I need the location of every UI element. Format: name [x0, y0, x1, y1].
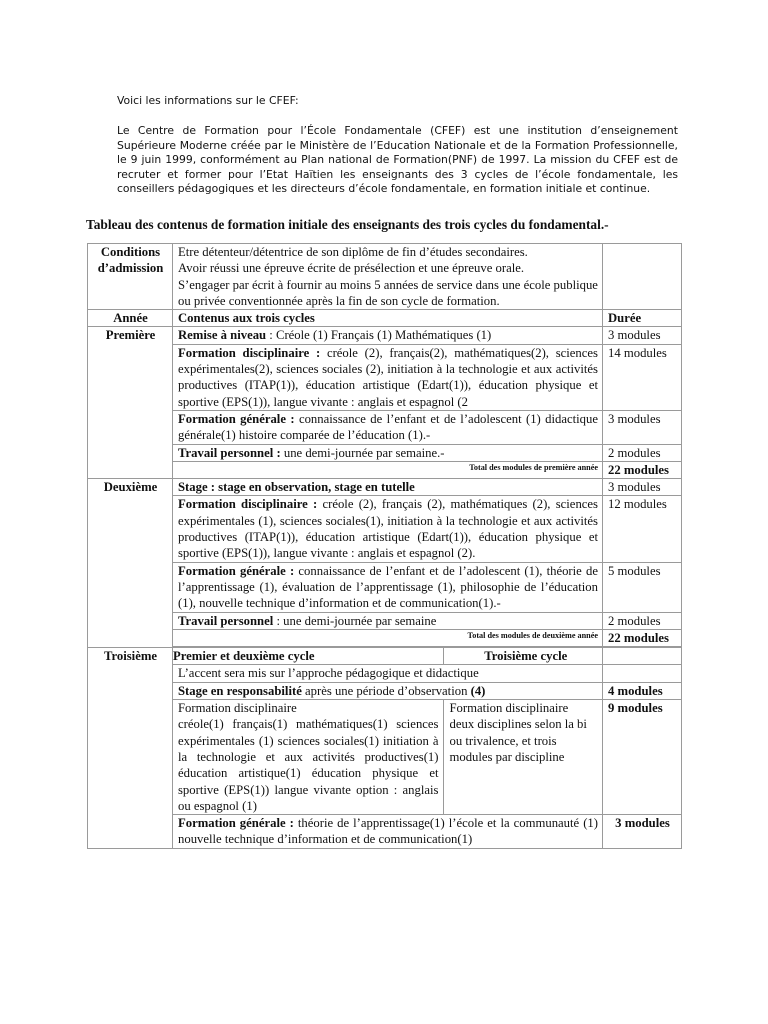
admission-label: Conditions d’admission [88, 244, 173, 310]
item-text: créole (2), français (2), mathématiques (2), sciences expérimentales (1), sciences sociales(1), initiation à la technologie et aux activités productives (ITAP(1)), éducation artistique (Edart(1)), éducation physique et sportive (EPS(1)), langue vivante : anglais et espagnol (2). [178, 497, 598, 561]
item-title: Formation générale : [178, 411, 295, 426]
item-text: créole (2), français(2), mathématiques(2), sciences expérimentales(2), sciences sociales (2), initiation à la technologie et aux activités productives (ITAP(1)), éducation artistique (Edart(1)), éducation physique et sportive (EPS(1)), langue vivante : anglais et espagnol (2 [178, 345, 598, 409]
duration-cell: 4 modules [603, 682, 682, 699]
cycle-split [178, 700, 602, 814]
admission-line: Avoir réussi une épreuve écrite de présélection et une épreuve orale. [178, 261, 525, 276]
duration-cell: 3 modules [603, 815, 682, 849]
table-row [88, 344, 682, 410]
cycle-header [173, 648, 602, 664]
item-text: connaissance de l’enfant et de l’adolescent (1) didactique générale(1) histoire comparée de l’éducation (1).- [178, 411, 598, 443]
duration-cell: 12 modules [603, 496, 682, 562]
table-row [88, 648, 682, 665]
duration-cell: 2 modules [603, 444, 682, 461]
table-row [88, 479, 682, 496]
item-title: Formation disciplinaire [178, 701, 297, 716]
header-year: Année [88, 310, 173, 327]
content-cell [173, 562, 603, 612]
cycle-b-content [443, 700, 602, 814]
table-row [88, 612, 682, 629]
header-duration: Durée [603, 310, 682, 327]
item-text: deux disciplines selon la bi ou trivalence, et trois modules par discipline [449, 717, 587, 764]
duration-cell: 9 modules [603, 700, 682, 815]
curriculum-table [87, 243, 682, 849]
duration-cell: 3 modules [603, 410, 682, 444]
item-text: : une demi-journée par semaine [273, 613, 437, 628]
admission-line: Etre détenteur/détentrice de son diplôme de fin d’études secondaires. [178, 245, 528, 259]
item-title: Formation disciplinaire : [178, 345, 321, 360]
year-deuxieme: Deuxième [88, 479, 173, 648]
cycle-b-header: Troisième cycle [484, 649, 568, 664]
header-row [88, 310, 682, 327]
table-row [88, 410, 682, 444]
table-row [88, 665, 682, 682]
item-title: Formation disciplinaire : [178, 497, 318, 512]
item-title: Formation générale : [178, 563, 295, 578]
table-title: Tableau des contenus de formation initiale des enseignants des trois cycles du fondamental.- [86, 217, 609, 232]
item-text: après une période d’observation [301, 683, 471, 698]
empty-cell [603, 244, 682, 310]
empty-cell [603, 648, 682, 665]
item-title: Travail personnel : [178, 445, 281, 460]
header-content: Contenus aux trois cycles [173, 310, 603, 327]
total-label: Total des modules de première année [173, 461, 603, 478]
table-row [88, 327, 682, 344]
item-count: (4) [470, 683, 486, 698]
content-cell [173, 496, 603, 562]
content-cell [173, 815, 603, 849]
content-cell [173, 682, 603, 699]
content-cell [173, 612, 603, 629]
intro-paragraph: Le Centre de Formation pour l’École Fondamentale (CFEF) est une institution d’enseignement Supérieure Moderne créée par le Ministère de l’Education Nationale et de la Formation Professionnelle, le 9 juin 1999, conformément au Plan national de Formation(PNF) de 1997. La mission du CFEF est de recruter et former pour l’Etat Haïtien les enseignants des 3 cycles de l’école fondamentale, les conseillers pédagogiques et les directeurs d’école fondamentale, en formation initiale et continue. [117, 124, 678, 196]
table-row [88, 815, 682, 849]
table-row [88, 562, 682, 612]
admission-row [88, 244, 682, 310]
admission-conditions [173, 244, 603, 310]
item-title: Remise à niveau [178, 328, 267, 343]
item-text: : Créole (1) Français (1) Mathématiques (1) [266, 328, 492, 343]
content-cell: L’accent sera mis sur l’approche pédagogique et didactique [173, 665, 603, 682]
content-cell [173, 344, 603, 410]
duration-cell: 2 modules [603, 612, 682, 629]
duration-cell: 3 modules [603, 479, 682, 496]
total-row [88, 629, 682, 646]
item-title: Formation disciplinaire [449, 701, 569, 716]
duration-cell: 3 modules [603, 327, 682, 344]
duration-cell: 14 modules [603, 344, 682, 410]
content-cell [173, 410, 603, 444]
table-row [88, 682, 682, 699]
table-row [88, 496, 682, 562]
year-premiere: Première [88, 327, 173, 479]
table-row [88, 700, 682, 815]
item-text: connaissance de l’enfant et de l’adolescent (1), théorie de l’apprentissage (1), évaluation de l’apprentissage (1), philosophie de l’éducation (1), nouvelle technique d’information et de communication(1).- [178, 563, 598, 611]
total-value: 22 modules [603, 461, 682, 478]
item-text: une demi-journée par semaine.- [280, 445, 445, 460]
year-troisieme: Troisième [88, 648, 173, 849]
item-text: créole(1) français(1) mathématiques(1) sciences expérimentales (1) sciences sociales(1) initiation à la technologie et aux activités productives(1) éducation artistique(1) éducation physique et sportive (EPS(1)) langue vivante option : anglais ou espagnol (1) [178, 717, 439, 813]
total-label: Total des modules de deuxième année [173, 629, 603, 646]
duration-cell: 5 modules [603, 562, 682, 612]
content-cell: Stage : stage en observation, stage en tutelle [173, 479, 603, 496]
item-text: théorie de l’apprentissage(1) l’école et la communauté (1) nouvelle technique d’information et de communication(1) [178, 816, 598, 847]
content-cell [173, 444, 603, 461]
content-cell [173, 327, 603, 344]
item-title: Stage en responsabilité [178, 683, 302, 698]
intro-heading: Voici les informations sur le CFEF: [117, 94, 299, 107]
total-value: 22 modules [603, 629, 682, 646]
cycle-a-header: Premier et deuxième cycle [173, 648, 443, 664]
total-row [88, 461, 682, 478]
admission-line: S’engager par écrit à fournir au moins 5 années de service dans une école publique ou privée conventionnée après la fin de son cycle de formation. [178, 277, 598, 308]
item-title: Formation générale : [178, 816, 294, 831]
cycle-a-content [178, 700, 443, 814]
item-title: Travail personnel [178, 613, 274, 628]
table-row [88, 444, 682, 461]
content-cell [173, 700, 603, 815]
cycle-header-cell [173, 648, 603, 665]
empty-cell [603, 665, 682, 682]
